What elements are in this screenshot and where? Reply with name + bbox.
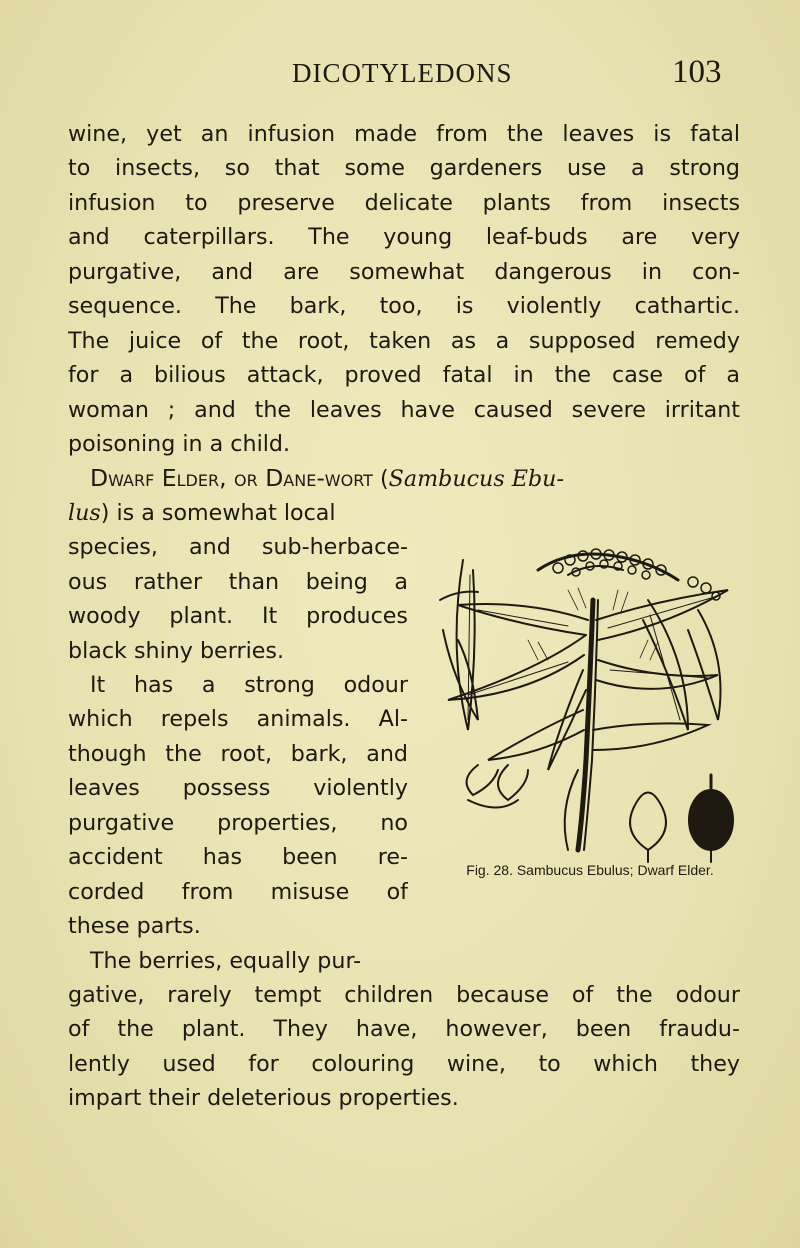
latin-name-end: lus	[68, 499, 101, 526]
text-line: to insects, so that some gardeners use a strong	[68, 155, 740, 182]
text-line: accident has been re-	[68, 844, 408, 871]
dwarf-elder-heading-line	[68, 461, 740, 495]
plant-common-name: Dwarf Elder, or Dane-wort	[90, 464, 373, 493]
text-line: ous rather than being a	[68, 568, 408, 595]
text-line: woman ; and the leaves have caused severe irritant	[68, 396, 740, 423]
text-line: black shiny berries.	[68, 637, 284, 664]
text-line: sequence. The bark, too, is violently cathartic.	[68, 293, 740, 320]
text-fragment: ) is a somewhat local	[100, 499, 336, 526]
text-line: for a bilious attack, proved fatal in the case of a	[68, 362, 740, 389]
latin-name: Sambucus Ebu-	[388, 466, 564, 493]
text-line: The juice of the root, taken as a supposed remedy	[68, 327, 740, 354]
dwarf-elder-illustration	[418, 530, 748, 865]
text-line: It has a strong odour	[90, 672, 408, 698]
text-line: poisoning in a child.	[68, 430, 291, 457]
text-line: purgative, and are somewhat dangerous in con-	[68, 258, 740, 285]
paren-open: (	[372, 466, 389, 493]
running-head: DICOTYLEDONS	[292, 58, 513, 88]
text-line: woody plant. It produces	[68, 603, 408, 630]
text-line: wine, yet an infusion made from the leaves is fatal	[68, 121, 740, 147]
page-number: 103	[672, 54, 722, 90]
text-line: species, and sub-herbace-	[68, 534, 408, 561]
text-line: gative, rarely tempt children because of the odour	[68, 981, 740, 1008]
text-line: impart their deleterious properties.	[68, 1085, 459, 1112]
text-line: leaves possess violently	[68, 775, 408, 802]
text-line: though the root, bark, and	[68, 740, 408, 767]
text-line: and caterpillars. The young leaf-buds are very	[68, 224, 740, 251]
text-line: The berries, equally pur-	[90, 947, 362, 974]
latin-continuation-line	[68, 496, 740, 530]
text-line: corded from misuse of	[68, 878, 408, 905]
text-line: purgative properties, no	[68, 809, 408, 836]
text-line: these parts.	[68, 913, 201, 940]
page-header	[0, 54, 800, 98]
text-line: lently used for colouring wine, to which they	[68, 1050, 740, 1077]
text-line: infusion to preserve delicate plants from insects	[68, 189, 740, 216]
figure-caption: Fig. 28. Sambucus Ebulus; Dwarf Elder.	[466, 862, 714, 878]
text-line: which repels animals. Al-	[68, 706, 408, 733]
text-line: of the plant. They have, however, been fraudu-	[68, 1016, 740, 1043]
